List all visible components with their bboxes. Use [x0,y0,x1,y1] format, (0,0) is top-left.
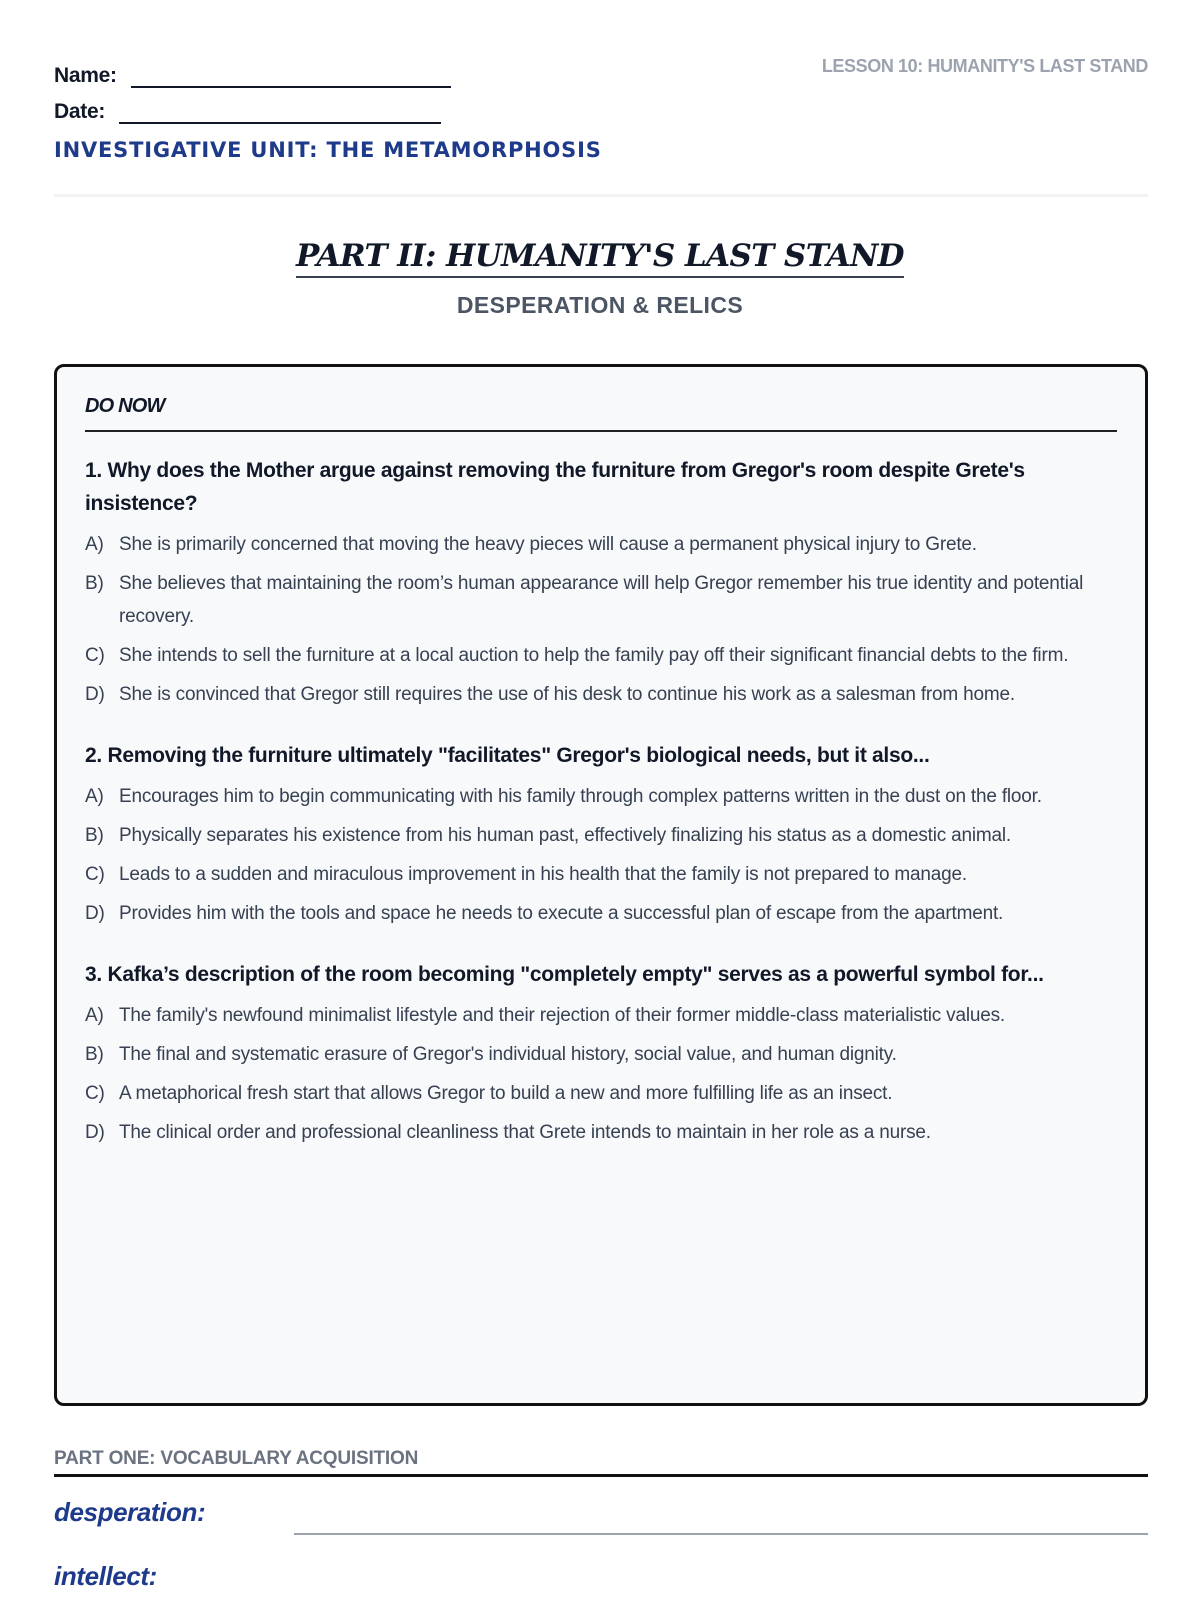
date-input-line[interactable] [119,98,441,124]
question-3: 3. Kafka’s description of the room becoming "completely empty" serves as a powerful symbol for... [85,963,1044,986]
option-letter: B) [85,825,104,846]
option-3c[interactable] [85,1077,1117,1110]
option-2d[interactable] [85,897,1117,930]
option-text: She intends to sell the furniture at a local auction to help the family pay off their significant financial debts to the firm. [119,645,1069,666]
option-text: Physically separates his existence from his human past, effectively finalizing his status as a domestic animal. [119,825,1011,846]
option-letter: A) [85,786,104,807]
vocab-answer-line[interactable] [294,1533,1148,1535]
page-subtitle: DESPERATION & RELICS [456,292,744,318]
option-text: She believes that maintaining the room’s human appearance will help Gregor remember his true identity and potential recovery. [119,573,1084,627]
option-letter: D) [85,1122,105,1143]
option-letter: B) [85,1044,104,1065]
vocab-row-intellect [54,1541,1148,1600]
option-3a[interactable] [85,999,1117,1032]
option-text: Leads to a sudden and miraculous improvement in his health that the family is not prepared to manage. [119,864,967,885]
option-letter: D) [85,903,105,924]
worksheet-header [54,52,1148,162]
option-text: Provides him with the tools and space he needs to execute a successful plan of escape from the apartment. [119,903,1004,924]
option-3d[interactable] [85,1116,1117,1149]
question-3-options [85,999,1117,1149]
option-letter: C) [85,645,105,666]
page-title: PART II: HUMANITY'S LAST STAND [296,238,904,278]
option-text: The clinical order and professional cleanliness that Grete intends to maintain in her role as a nurse. [119,1122,931,1143]
lesson-tag: LESSON 10: HUMANITY'S LAST STAND [821,56,1148,76]
option-text: The family's newfound minimalist lifestyle and their rejection of their former middle-class materialistic values. [119,1005,1005,1026]
option-text: A metaphorical fresh start that allows Gregor to build a new and more fulfilling life as an insect. [119,1083,893,1104]
option-text: She is convinced that Gregor still requires the use of his desk to continue his work as a salesman from home. [119,684,1015,705]
header-divider [54,194,1148,197]
vocabulary-heading: PART ONE: VOCABULARY ACQUISITION [54,1448,1148,1477]
vocab-row-desperation [54,1477,1148,1541]
option-2b[interactable] [85,819,1117,852]
option-1b[interactable] [85,567,1117,633]
option-letter: A) [85,534,104,555]
option-text: The final and systematic erasure of Gregor's individual history, social value, and human dignity. [119,1044,897,1065]
option-letter: D) [85,684,105,705]
question-1-options [85,528,1117,711]
unit-title: INVESTIGATIVE UNIT: THE METAMORPHOSIS [54,138,602,162]
vocabulary-section [54,1448,1148,1600]
option-text: Encourages him to begin communicating with his family through complex patterns written in the dust on the floor. [119,786,1042,807]
option-letter: C) [85,1083,105,1104]
do-now-box [54,364,1148,1406]
option-2c[interactable] [85,858,1117,891]
date-label: Date: [54,100,106,123]
question-2-options [85,780,1117,930]
vocab-word: desperation: [54,1497,206,1527]
option-3b[interactable] [85,1038,1117,1071]
vocab-word: intellect: [54,1561,157,1591]
option-letter: C) [85,864,105,885]
question-2: 2. Removing the furniture ultimately "facilitates" Gregor's biological needs, but it also... [85,744,930,767]
do-now-heading: DO NOW [85,395,1117,432]
option-text: She is primarily concerned that moving the heavy pieces will cause a permanent physical injury to Grete. [119,534,977,555]
option-2a[interactable] [85,780,1117,813]
option-1d[interactable] [85,678,1117,711]
option-1a[interactable] [85,528,1117,561]
option-1c[interactable] [85,639,1117,672]
title-block [0,238,1200,319]
option-letter: A) [85,1005,104,1026]
name-input-line[interactable] [131,62,451,88]
question-1: 1. Why does the Mother argue against removing the furniture from Gregor's room despite Grete's insistence? [85,459,1025,515]
name-label: Name: [54,64,117,87]
option-letter: B) [85,573,104,594]
date-field-row [54,88,1148,124]
